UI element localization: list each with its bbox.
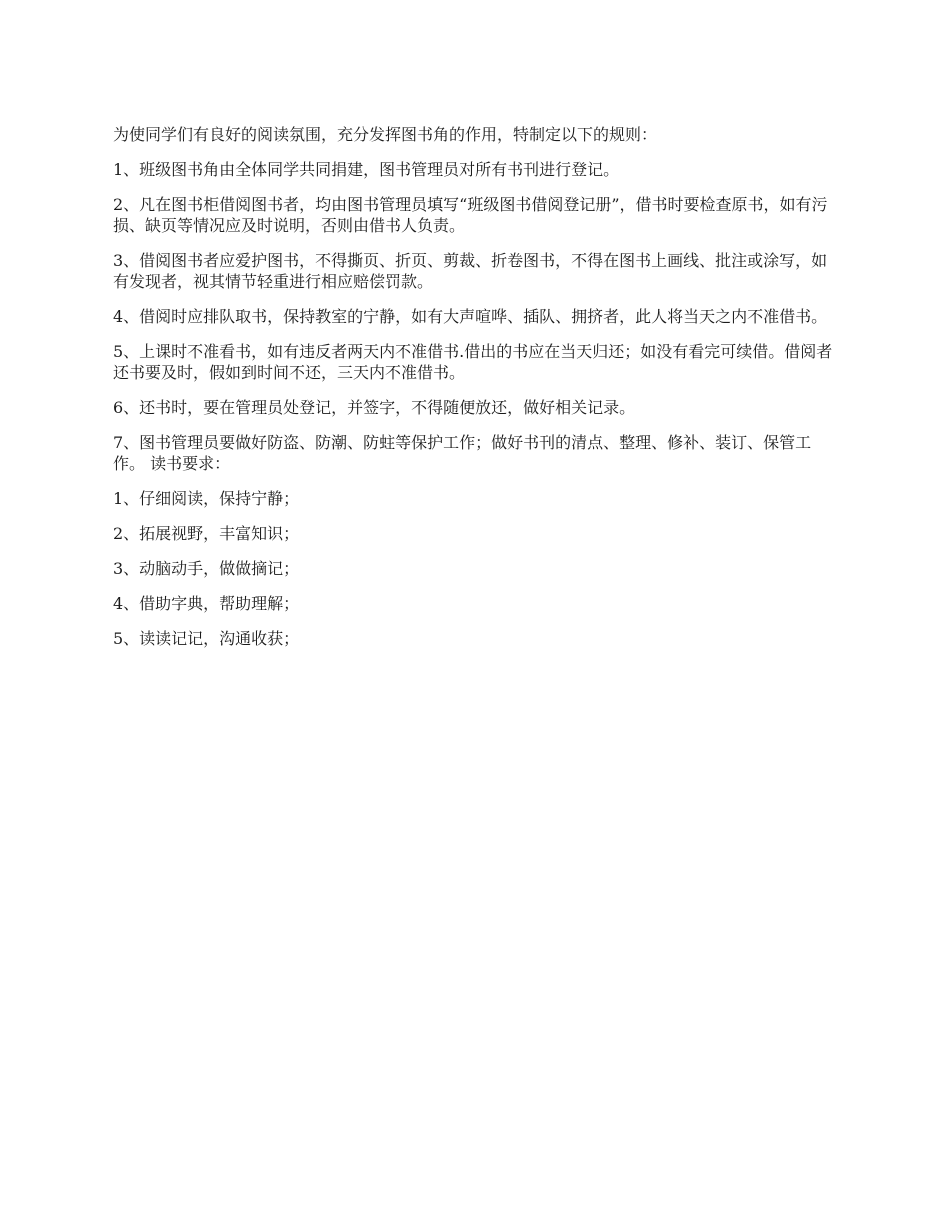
- rule-3-paragraph: 3、借阅图书者应爱护图书，不得撕页、折页、剪裁、折卷图书，不得在图书上画线、批注或涂写，如有发现者，视其情节轻重进行相应赔偿罚款。: [113, 251, 828, 291]
- requirement-2-paragraph: 2、拓展视野，丰富知识；: [113, 524, 300, 543]
- requirement-4-paragraph: 4、借助字典，帮助理解；: [113, 594, 300, 613]
- rule-2-paragraph: 2、凡在图书柜借阅图书者，均由图书管理员填写“班级图书借阅登记册”，借书时要检查原书，如有污损、缺页等情况应及时说明，否则由借书人负责。: [113, 195, 828, 235]
- intro-paragraph: 为使同学们有良好的阅读氛围，充分发挥图书角的作用，特制定以下的规则：: [113, 125, 658, 144]
- rule-4-paragraph: 4、借阅时应排队取书，保持教室的宁静，如有大声喧哗、插队、拥挤者，此人将当天之内不准借书。: [113, 307, 828, 326]
- document-body: [113, 124, 833, 663]
- rule-5-paragraph: 5、上课时不准看书，如有违反者两天内不准借书.借出的书应在当天归还；如没有看完可续借。借阅者还书要及时，假如到时间不还，三天内不准借书。: [113, 342, 833, 382]
- requirement-1-paragraph: 1、仔细阅读，保持宁静；: [113, 489, 300, 508]
- rule-7-paragraph: 7、图书管理员要做好防盗、防潮、防蛀等保护工作；做好书刊的清点、整理、修补、装订、保管工作。 读书要求：: [113, 433, 812, 473]
- requirement-5-paragraph: 5、读读记记，沟通收获；: [113, 629, 300, 648]
- rule-1-paragraph: 1、班级图书角由全体同学共同捐建，图书管理员对所有书刊进行登记。: [113, 160, 620, 179]
- rule-6-paragraph: 6、还书时，要在管理员处登记，并签字，不得随便放还，做好相关记录。: [113, 398, 636, 417]
- requirement-3-paragraph: 3、动脑动手，做做摘记；: [113, 559, 300, 578]
